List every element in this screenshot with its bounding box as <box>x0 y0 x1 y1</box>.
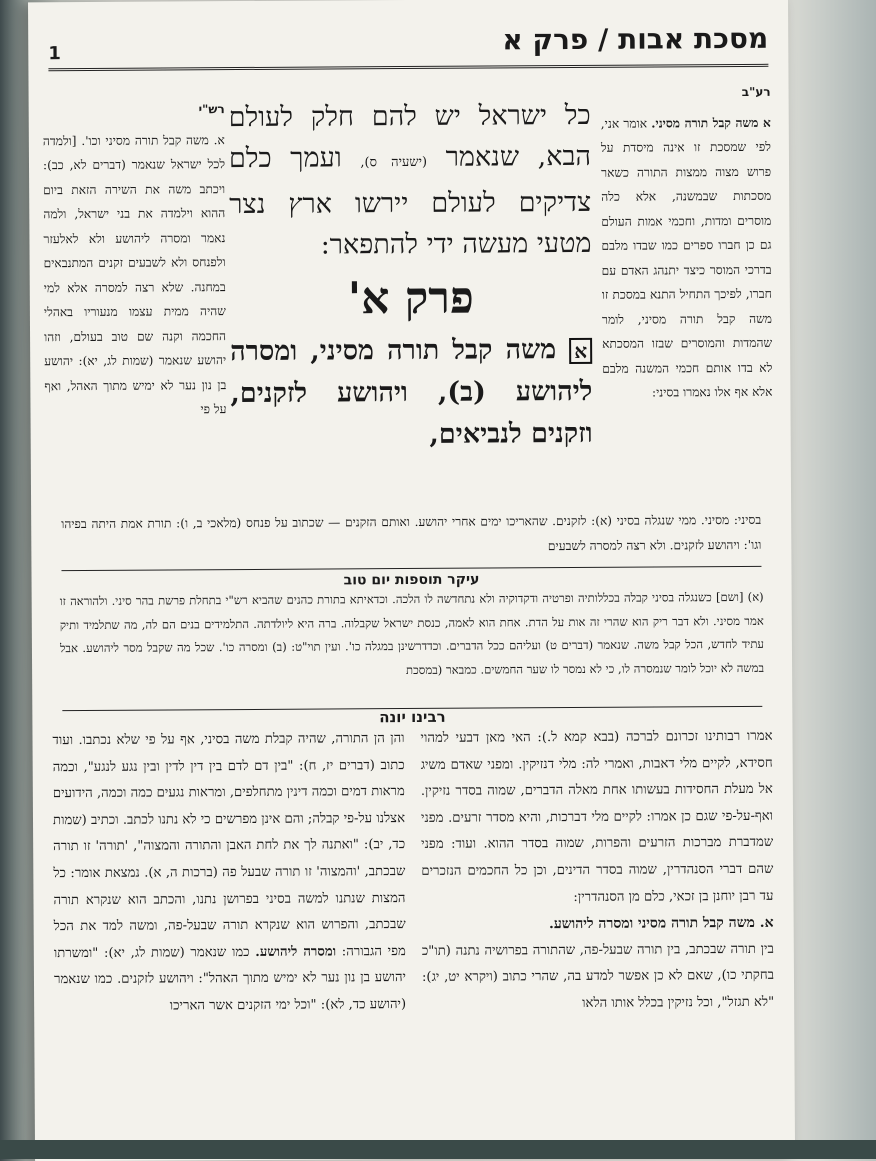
rabbeinu-yonah-left-column <box>52 726 406 1138</box>
intro-line-2: ועמך כלם צדיקים לעולם יירשו ארץ נצר מטעי מעשה ידי להתפאר: <box>228 142 592 261</box>
rashi-text: א. משה קבל תורה מסיני וכו'. [ולמדה לכל ישראל שנאמר (דברים לא, כב): ויכתב משה את השירה הזאת ביום ההוא וילמדה את בני ישראל, ולמה נאמר ומסרה ליהושע ולא לאלעזר ולפנחס ולא לשבעים זקנים המתנבאים במחנה. שלא רצה למסרה אלא למי שהיה ממית עצמו מנעוריו באהלי החכמה וקנה שם טוב בעולם, וזהו יהושע שנאמר (שמות לג, יא): יהושע בן נון נער לא ימיש מתוך האהל, ואף על פי <box>42 132 227 417</box>
mishna-column <box>229 95 593 507</box>
page-number: 1 <box>48 43 61 65</box>
ry-left-text2: כמו שנאמר (שמות לג, יא): "ומשרתו יהושע בן נון נער לא ימיש מתוך האהל": ויהושע לזקנים. כמו שנאמר (יהושע כד, לא): "וכל ימי הזקנים אשר האריכו <box>53 944 407 1014</box>
bartenura-text: אומר אני, לפי שמסכת זו אינה מיסדת על פרוש מצוה ממצות התורה כשאר מסכתות שבמשנה, אלא כלה מוסרים ומדות, וחכמי אמות העולם גם כן חברו ספרים כמו שבדו מלבם בדרכי המוסר כיצד יתנהג האדם עם חברו, לפיכך התחיל התנא במסכת זו משה קבל תורה מסיני, לומר שהמדות והמוסרים שבזו המסכתא לא בדו אותם חכמי המשנה מלבם אלא אף אלו נאמרו בסיני: <box>600 116 773 400</box>
bartenura-intro: א משה קבל תורה מסיני. <box>651 115 771 131</box>
bartenura-column <box>600 80 773 521</box>
ry-right-text2: בין תורה שבכתב, בין תורה שבעל-פה, שהתורה בפרושיה נתנה (תו"כ בחקתי כו), שאם לא כן אפשר למדע בה, שהרי כתוב (ויקרא יט, יג): "לא תגזל", וכל נזיקין בכלל אותו הלאו <box>421 941 775 1011</box>
commentary-continuation: בסיני: מסיני. ממי שנגלה בסיני (א): לזקנים. שהאריכו ימים אחרי יהושע. ואותם הזקנים — שכתוב על פנחס (מלאכי ב, ו): תורת אמת היתה בפיהו וגו': ויהושע לזקנים. ולא רצה למסרה לשבעים <box>61 512 762 553</box>
page-header <box>48 20 768 71</box>
mishna-marker: א <box>569 338 592 364</box>
rabbeinu-yonah-right-column <box>420 724 774 1136</box>
tosfot-text: (א) [ושם] כשנגלה בסיני קבלה בכללותיה ופרטיה ודקדוקיה ולא נתחדשה לו הלכה. וכדאיתא בתורת כהנים שהביא רש"י בתחלת פרשת בהר סיני. ולהוראה זו אמר מסיני. ולא דבר ריק הוא שהרי זה אות על הדת. אחת הוא לאמה, כנסת ישראל שקבלוה. ברה היא ליולדתה. התלמידים בנים הם לה, מה שתלמיד ותיק עתיד לחדש, הכל קבל משה. שנאמר (דברים ט) ועליהם ככל הדברים. וכדדרשינן במגלה כו'. ועין תוי"ט: (ב) ומסרה כו'. שכל מה שקבל מסר ליהושע. אבל במשה לא יוכל לומר שנמסרה לו, כי לא נמסר לו שער החמשים. כמבאר (במסכת <box>59 589 765 677</box>
ry-left-text: והן הן התורה, שהיה קבלת משה בסיני, אף על פי שלא נכתבו. ועוד כתוב (דברים יז, ח): "בין דם לדם בין דין לדין ובין נגע לנגע", וכמה מראות דמים וכמה דינין מתחלפים, ומראות נגעים כמה וכמה, הידועים אצלנו על-פי קבלה; והם אינן מפרשים כי לא נתנו לכתב. וכתיב (שמות כד, יב): "ואתנה לך את לחת האבן והתורה והמצוה", 'תורה' זו תורה שבכתב, 'והמצוה' זו תורה שבעל פה (ברכות ה, א). נמצאת אומר: כל המצות שנתנו למשה בסיני בפרושן נתנו, והכתב הוא שנקרא תורה שבכתב, והפרוש הוא שנקרא תורה שבעל-פה, ומשה למד את הכל מפי הגבורה: <box>52 731 406 960</box>
rashi-label: רש"י <box>198 102 225 117</box>
intro-line-1: כל ישראל יש להם חלק לעולם הבא, שנאמר <box>228 99 592 173</box>
ry-left-heading: ומסרה ליהושע. <box>255 944 337 960</box>
bartenura-label: רע"ב <box>741 84 771 99</box>
intro-text <box>229 95 592 266</box>
rashi-column <box>43 97 228 518</box>
rabbeinu-yonah-title: רבינו יונה <box>379 707 446 727</box>
tosfot-title: עיקר תוספות יום טוב <box>343 571 480 589</box>
page-title: מסכת אבות / פרק א <box>502 21 769 57</box>
chapter-heading: פרק א' <box>347 272 475 325</box>
mishna-text <box>230 329 593 457</box>
ry-right-heading: א. משה קבל תורה מסיני ומסרה ליהושע. <box>548 914 774 933</box>
ry-right-text: אמרו רבותינו זכרונם לברכה (בבא קמא ל.): האי מאן דבעי למהוי חסידא, לקיים מלי דאבות, ואמרי לה: מלי דנזיקין. ומפני שאדם משיג אל מעלת החסידות בעשותו אחת מאלה הדברים, שמוה בסדר נזיקין. ואף-על-פי שגם כן אמרו: לקיים מלי דברכות, והיא מסדר זרעים. מפני שמדברת מברכות הזרעים והפרות, שמוה בסדר ההוא. ועוד: מפני שהם דברי הסנהדרין, שמוה בסדר הדינים, וכן כל החכמים הנזכרים עד רבן יוחנן בן זכאי, כלם מן הסנהדרין: <box>420 728 774 905</box>
page-edge-background <box>788 0 876 1159</box>
mishna-body: משה קבל תורה מסיני, ומסרה ליהושע (ב), ויהושע לזקנים, וזקנים לנביאים, <box>230 334 593 450</box>
intro-citation: (ישעיה ס), <box>360 154 428 171</box>
book-page <box>28 0 795 1161</box>
table-surface <box>0 1140 876 1159</box>
